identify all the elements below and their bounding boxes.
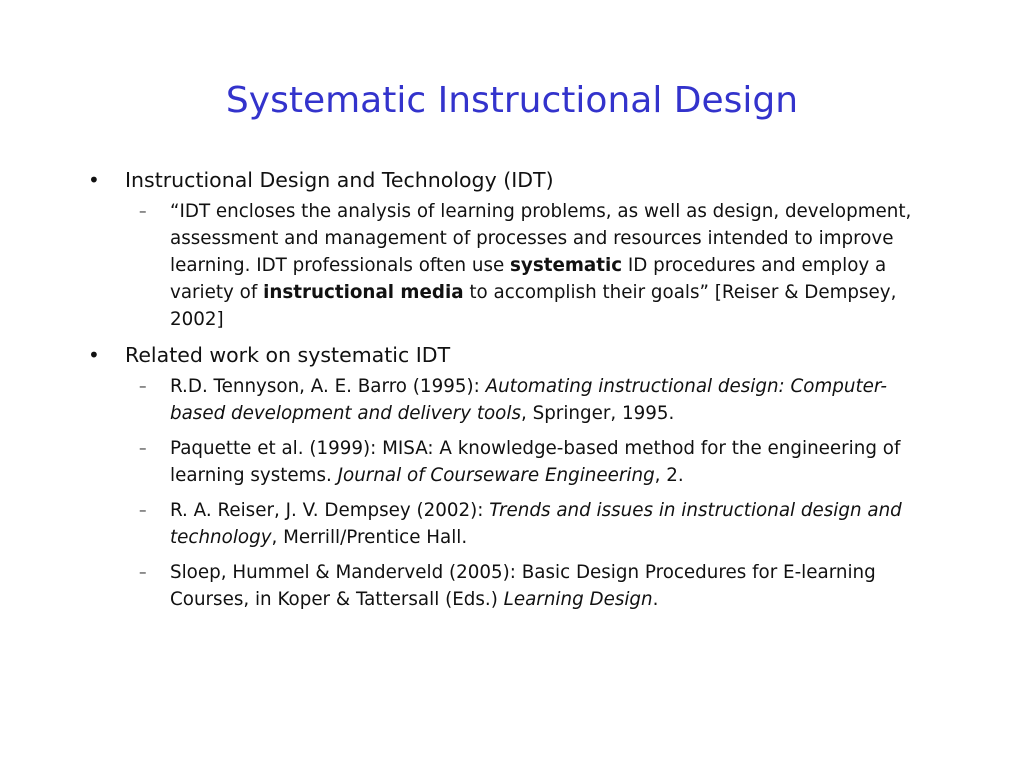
dash-icon: –	[139, 202, 147, 220]
slide-content	[88, 166, 918, 621]
sub-list	[125, 373, 918, 613]
reference-title: Journal of Courseware Engineering	[337, 465, 655, 486]
reference-authors: Sloep, Hummel & Manderveld (2005): Basic Design Procedures for E-learning Courses, in Koper & Tattersall (Eds.)	[170, 562, 876, 610]
reference-authors: R.D. Tennyson, A. E. Barro (1995):	[170, 376, 486, 397]
emphasis-instructional-media: instructional media	[263, 282, 464, 303]
reference-title: Learning Design	[503, 589, 653, 610]
emphasis-systematic: systematic	[510, 255, 623, 276]
reference-title: Automating instructional design: Computer-based development and delivery tools	[170, 376, 887, 424]
reference-item	[125, 559, 918, 613]
reference-publisher: , Springer, 1995.	[520, 403, 675, 424]
bullet-icon: •	[88, 168, 100, 192]
reference-title: Trends and issues in instructional design and technology	[170, 500, 902, 548]
dash-icon: –	[139, 377, 147, 395]
reference-item	[125, 435, 918, 489]
quote-text-start: “IDT encloses the analysis of learning problems, as well as design, development, assessment and management of processes and resources intended to improve learning. IDT professionals often use	[170, 201, 912, 276]
bullet-item-idt	[88, 166, 918, 333]
bullet-icon: •	[88, 343, 100, 367]
sub-item-idt-definition	[125, 198, 918, 333]
bullet-heading: Related work on systematic IDT	[125, 343, 451, 367]
reference-authors: R. A. Reiser, J. V. Dempsey (2002):	[170, 500, 490, 521]
quote-text-middle: ID procedures and employ a variety of	[170, 255, 887, 303]
dash-icon: –	[139, 501, 147, 519]
sub-list	[125, 198, 918, 333]
reference-item	[125, 373, 918, 427]
reference-item	[125, 497, 918, 551]
reference-authors: Paquette et al. (1999): MISA: A knowledge-based method for the engineering of learning systems.	[170, 438, 901, 486]
dash-icon: –	[139, 439, 147, 457]
reference-publisher: .	[652, 589, 659, 610]
quote-text-end: to accomplish their goals” [Reiser & Dempsey, 2002]	[170, 282, 897, 330]
dash-icon: –	[139, 563, 147, 581]
reference-publisher: , Merrill/Prentice Hall.	[271, 527, 468, 548]
bullet-heading: Instructional Design and Technology (IDT)	[125, 168, 554, 192]
bullet-item-related-work	[88, 341, 918, 613]
reference-publisher: , 2.	[654, 465, 684, 486]
slide-title: Systematic Instructional Design	[225, 80, 799, 121]
